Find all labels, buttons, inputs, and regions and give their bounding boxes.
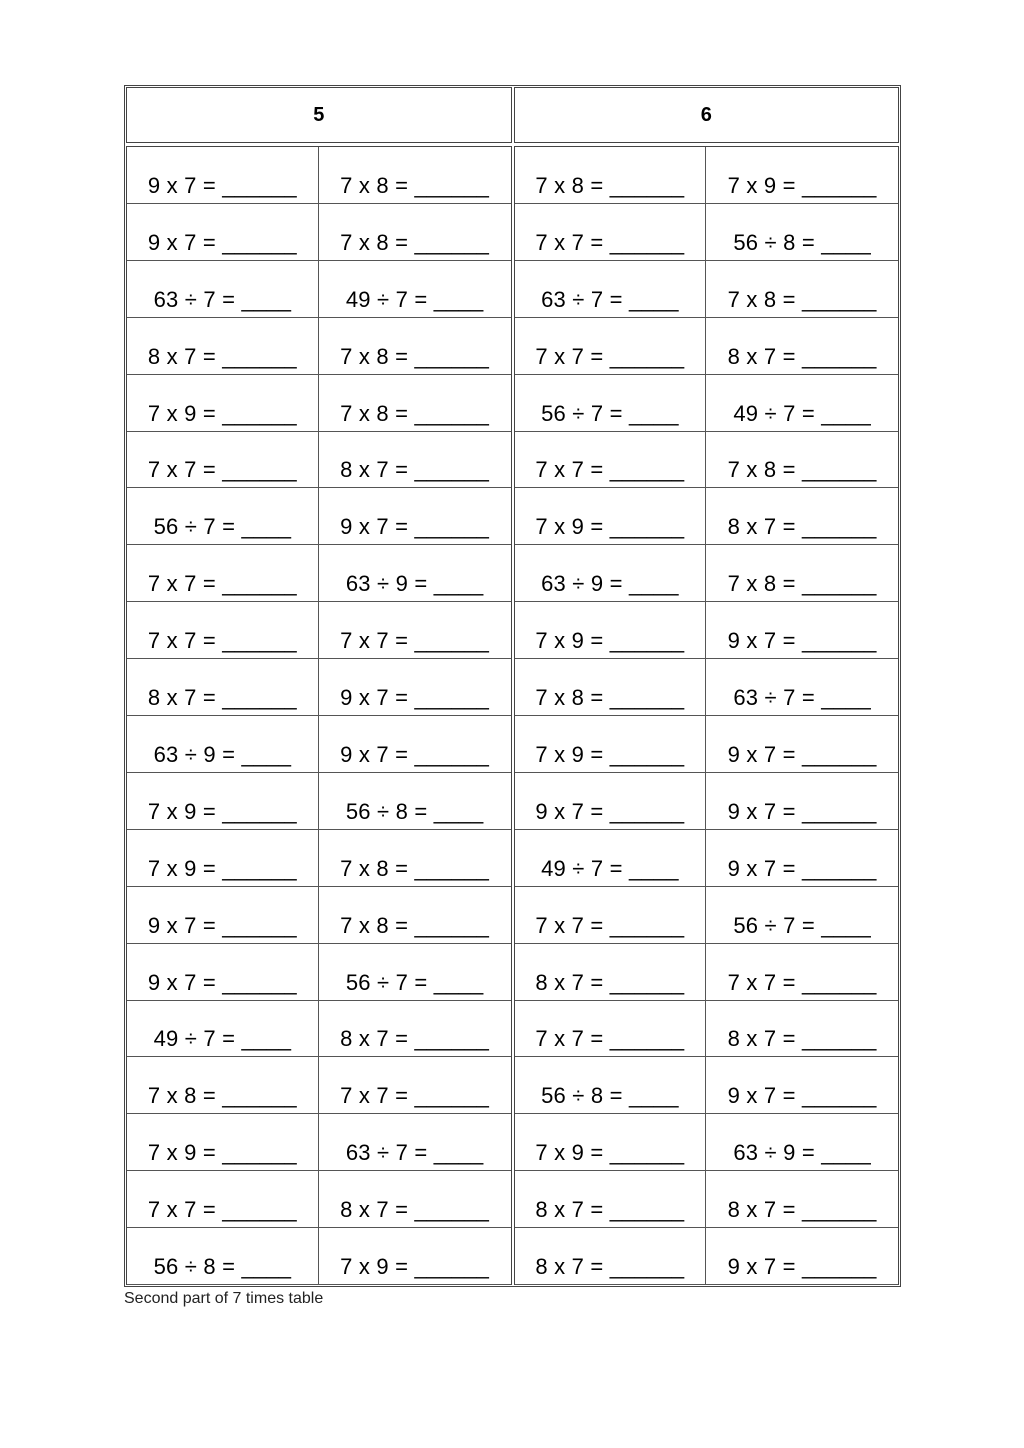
problem-cell: 63 ÷ 7 = ____ bbox=[706, 659, 898, 716]
problem-cell: 7 x 8 = ______ bbox=[706, 261, 898, 318]
problem-cell: 7 x 9 = ______ bbox=[127, 773, 319, 830]
problem-cell: 9 x 7 = ______ bbox=[319, 716, 511, 773]
problem-cell: 63 ÷ 9 = ____ bbox=[706, 1114, 898, 1171]
problem-cell: 56 ÷ 7 = ____ bbox=[319, 944, 511, 1001]
problem-cell: 8 x 7 = ______ bbox=[515, 1171, 707, 1228]
problem-cell: 9 x 7 = ______ bbox=[127, 147, 319, 204]
problem-cell: 7 x 7 = ______ bbox=[127, 432, 319, 489]
problem-cell: 9 x 7 = ______ bbox=[706, 830, 898, 887]
problem-cell: 7 x 8 = ______ bbox=[319, 830, 511, 887]
problem-cell: 9 x 7 = ______ bbox=[127, 204, 319, 261]
problem-cell: 8 x 7 = ______ bbox=[706, 488, 898, 545]
problem-cell: 8 x 7 = ______ bbox=[319, 1001, 511, 1058]
problem-cell: 9 x 7 = ______ bbox=[127, 887, 319, 944]
problem-cell: 7 x 9 = ______ bbox=[515, 716, 707, 773]
problem-cell: 63 ÷ 9 = ____ bbox=[515, 545, 707, 602]
problem-cell: 7 x 8 = ______ bbox=[319, 147, 511, 204]
problem-cell: 7 x 9 = ______ bbox=[127, 375, 319, 432]
problem-cell: 7 x 7 = ______ bbox=[706, 944, 898, 1001]
problem-cell: 63 ÷ 7 = ____ bbox=[319, 1114, 511, 1171]
problem-cell: 7 x 9 = ______ bbox=[127, 830, 319, 887]
problem-cell: 7 x 7 = ______ bbox=[515, 887, 707, 944]
problem-cell: 7 x 8 = ______ bbox=[706, 432, 898, 489]
problem-cell: 49 ÷ 7 = ____ bbox=[319, 261, 511, 318]
problem-cell: 7 x 7 = ______ bbox=[515, 432, 707, 489]
problem-cell: 7 x 9 = ______ bbox=[319, 1228, 511, 1285]
problem-cell: 8 x 7 = ______ bbox=[515, 1228, 707, 1285]
problem-cell: 49 ÷ 7 = ____ bbox=[515, 830, 707, 887]
problem-cell: 7 x 9 = ______ bbox=[515, 602, 707, 659]
block-header: 5 bbox=[126, 87, 512, 143]
problem-cell: 7 x 7 = ______ bbox=[515, 318, 707, 375]
problem-cell: 7 x 8 = ______ bbox=[319, 887, 511, 944]
problem-cell: 56 ÷ 7 = ____ bbox=[515, 375, 707, 432]
problem-cell: 7 x 8 = ______ bbox=[515, 147, 707, 204]
problem-cell: 56 ÷ 8 = ____ bbox=[515, 1057, 707, 1114]
block-header: 6 bbox=[514, 87, 900, 143]
problem-cell: 7 x 9 = ______ bbox=[515, 1114, 707, 1171]
problem-cell: 9 x 7 = ______ bbox=[706, 716, 898, 773]
problem-cell: 7 x 8 = ______ bbox=[319, 318, 511, 375]
problem-cell: 9 x 7 = ______ bbox=[319, 659, 511, 716]
problem-cell: 63 ÷ 7 = ____ bbox=[127, 261, 319, 318]
problem-cell: 8 x 7 = ______ bbox=[706, 1001, 898, 1058]
problem-cell: 7 x 8 = ______ bbox=[127, 1057, 319, 1114]
problem-cell: 7 x 9 = ______ bbox=[127, 1114, 319, 1171]
problem-cell: 9 x 7 = ______ bbox=[515, 773, 707, 830]
problem-cell: 8 x 7 = ______ bbox=[127, 659, 319, 716]
problem-cell: 56 ÷ 8 = ____ bbox=[319, 773, 511, 830]
problem-cell: 8 x 7 = ______ bbox=[706, 318, 898, 375]
problem-cell: 56 ÷ 8 = ____ bbox=[127, 1228, 319, 1285]
problem-cell: 9 x 7 = ______ bbox=[319, 488, 511, 545]
problem-cell: 8 x 7 = ______ bbox=[319, 432, 511, 489]
problem-cell: 7 x 7 = ______ bbox=[127, 602, 319, 659]
problem-cell: 9 x 7 = ______ bbox=[706, 1228, 898, 1285]
problem-cell: 9 x 7 = ______ bbox=[706, 602, 898, 659]
problem-cell: 56 ÷ 7 = ____ bbox=[127, 488, 319, 545]
problem-cell: 7 x 8 = ______ bbox=[319, 375, 511, 432]
problem-cell: 9 x 7 = ______ bbox=[706, 1057, 898, 1114]
worksheet-caption: Second part of 7 times table bbox=[124, 1290, 324, 1307]
problem-cell: 63 ÷ 7 = ____ bbox=[515, 261, 707, 318]
problem-cell: 8 x 7 = ______ bbox=[706, 1171, 898, 1228]
problem-cell: 63 ÷ 9 = ____ bbox=[319, 545, 511, 602]
worksheet-table bbox=[124, 85, 901, 1287]
problem-cell: 49 ÷ 7 = ____ bbox=[706, 375, 898, 432]
problem-cell: 7 x 9 = ______ bbox=[706, 147, 898, 204]
problem-cell: 56 ÷ 7 = ____ bbox=[706, 887, 898, 944]
problem-grid bbox=[126, 146, 512, 1285]
problem-cell: 7 x 9 = ______ bbox=[515, 488, 707, 545]
problem-cell: 9 x 7 = ______ bbox=[127, 944, 319, 1001]
problem-cell: 7 x 7 = ______ bbox=[127, 545, 319, 602]
problem-cell: 49 ÷ 7 = ____ bbox=[127, 1001, 319, 1058]
problem-cell: 8 x 7 = ______ bbox=[127, 318, 319, 375]
problem-cell: 7 x 8 = ______ bbox=[515, 659, 707, 716]
problem-cell: 7 x 8 = ______ bbox=[706, 545, 898, 602]
problem-cell: 63 ÷ 9 = ____ bbox=[127, 716, 319, 773]
problem-cell: 7 x 7 = ______ bbox=[319, 1057, 511, 1114]
problem-cell: 7 x 7 = ______ bbox=[515, 1001, 707, 1058]
problem-cell: 8 x 7 = ______ bbox=[515, 944, 707, 1001]
worksheet-block-5 bbox=[126, 87, 512, 1285]
problem-cell: 7 x 7 = ______ bbox=[319, 602, 511, 659]
problem-cell: 8 x 7 = ______ bbox=[319, 1171, 511, 1228]
problem-cell: 7 x 7 = ______ bbox=[515, 204, 707, 261]
problem-cell: 7 x 7 = ______ bbox=[127, 1171, 319, 1228]
problem-cell: 9 x 7 = ______ bbox=[706, 773, 898, 830]
problem-cell: 56 ÷ 8 = ____ bbox=[706, 204, 898, 261]
problem-cell: 7 x 8 = ______ bbox=[319, 204, 511, 261]
problem-grid bbox=[514, 146, 900, 1285]
worksheet-block-6 bbox=[514, 87, 900, 1285]
